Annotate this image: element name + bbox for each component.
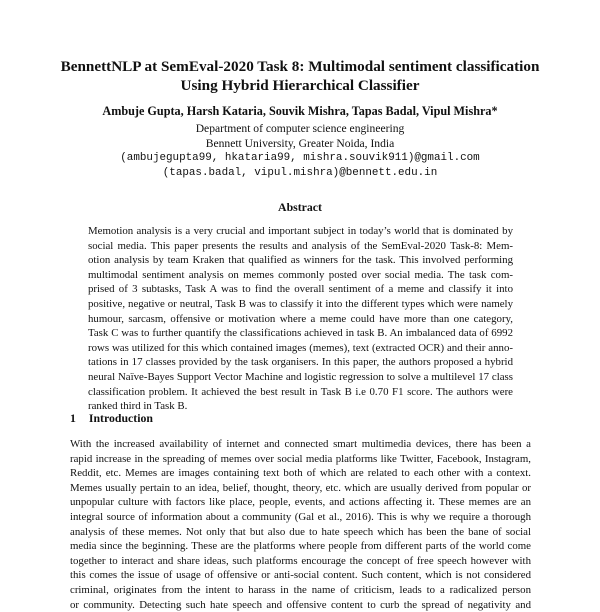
title-line: BennettNLP at SemEval-2020 Task 8: Multimodal sentiment classification xyxy=(60,58,540,75)
body-line: unpopular culture with factors like place, people, events, and actions affecting it. These memes are an xyxy=(70,496,531,509)
abstract-heading: Abstract xyxy=(278,200,322,214)
affiliation-department: Department of computer science engineering xyxy=(195,122,405,135)
abstract-line: tations in 17 classes provided by the task organisers. In this paper, the authors proposed a hybrid xyxy=(88,356,513,369)
introduction-text xyxy=(70,437,531,612)
body-line: rapid increase in the spreading of memes over social media platforms like Twitter, Facebook, Instagram, xyxy=(70,452,531,465)
body-line: With the increased availability of internet and connected smart multimedia devices, there has been a xyxy=(70,438,531,450)
body-line: or community. Detecting such hate speech and offensive content to curb the spread of negativity and xyxy=(70,598,531,611)
email-line: (tapas.badal, vipul.mishra)@bennett.edu.in xyxy=(162,167,438,179)
section-heading xyxy=(70,411,153,426)
body-line: criminal, originates from the intent to harass in the name of criticism, leads to a radicalized person xyxy=(70,583,531,596)
abstract-line: ranked third in Task B. xyxy=(88,400,188,413)
abstract-line: social media. This paper presents the results and analysis of the SemEval-2020 Task-8: Mem- xyxy=(88,239,513,252)
body-line: Reddit, etc. Memes are images containing text both of which are related to each other with a context. xyxy=(70,467,531,480)
body-line: media since the beginning. These are the platforms where people from different parts of the world come xyxy=(70,540,531,553)
abstract-text xyxy=(88,224,513,414)
author-list: Ambuje Gupta, Harsh Kataria, Souvik Mishra, Tapas Badal, Vipul Mishra* xyxy=(102,104,498,118)
abstract-line: Task C was to further quantify the classifications achieved in task B. An imbalanced data of 6992 xyxy=(88,327,513,340)
abstract-line: classification problem. It achieved the best result in Task B i.e 0.70 F1 score. The authors were xyxy=(88,385,513,398)
email-line: (ambujegupta99, hkataria99, mishra.souvik911)@gmail.com xyxy=(120,152,480,164)
abstract-line: otion analysis by team Kraken that qualified as winners for the task. This involved performing xyxy=(88,254,513,267)
abstract-line: rows was utilized for this which contained images (memes), text (extracted OCR) and their anno- xyxy=(88,341,513,354)
abstract-line: humour, sarcasm, offensive or motivation where a meme could have more than one category, xyxy=(88,312,513,325)
body-line: together to interact and share ideas, such platforms encourage the concept of free speech however with xyxy=(70,554,531,567)
abstract-line: Memotion analysis is a very crucial and important subject in today’s world that is dominated by xyxy=(88,225,513,237)
affiliation-university: Bennett University, Greater Noida, India xyxy=(205,137,395,150)
body-line: Memes usually pertain to an idea, belief, thought, theory, etc. which are usually derived from popular or xyxy=(70,481,531,494)
paper-title xyxy=(40,57,560,95)
abstract-line: positive, negative or neutral, Task B was to classify it into the different types which were namely xyxy=(88,297,513,310)
abstract-line: neural Naïve-Bayes Support Vector Machine and logistic regression to solve a multilevel 17 class xyxy=(88,370,513,383)
section-title: Introduction xyxy=(88,411,153,425)
section-number: 1 xyxy=(70,411,76,425)
body-line: integral source of information about a community (Gal et al., 2016). This is why we require a thorough xyxy=(70,510,531,523)
abstract-line: prised of 3 subtasks, Task A was to find the overall sentiment of a meme and classify it into xyxy=(88,283,513,296)
abstract-line: multimodal sentiment analysis on memes commonly posted over social media. The task com- xyxy=(88,268,513,281)
title-line: Using Hybrid Hierarchical Classifier xyxy=(180,77,420,94)
body-line: this comes the issue of usage of offensive or anti-social content. Such content, which is not considered xyxy=(70,569,531,582)
body-line: analysis of these memes. Not only that but also due to hate speech which has been the bane of social xyxy=(70,525,531,538)
